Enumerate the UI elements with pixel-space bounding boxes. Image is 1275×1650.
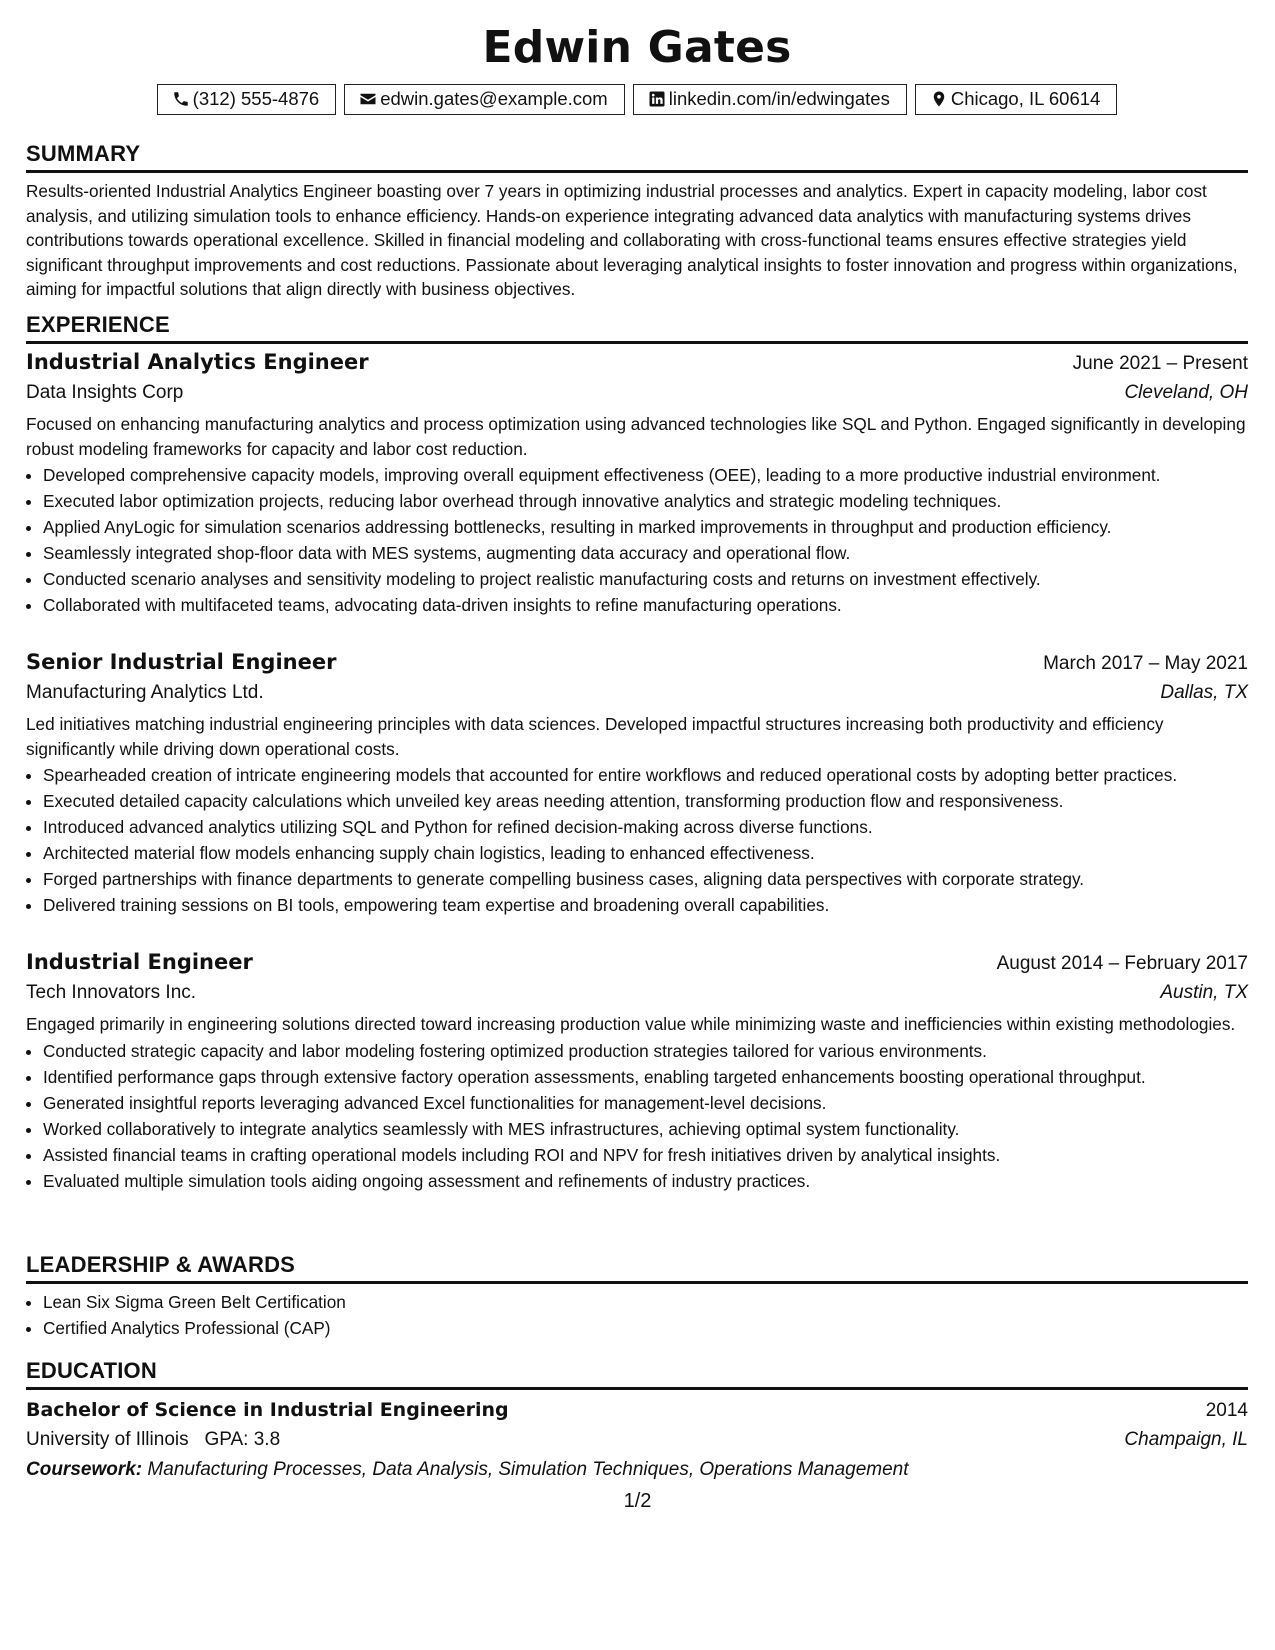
job-entry xyxy=(26,948,1248,1195)
contact-bar xyxy=(26,84,1248,115)
list-item: • Executed labor optimization projects, reducing labor overhead through innovative analytics and strategic modeling techniques. xyxy=(43,489,1248,513)
list-item: • Delivered training sessions on BI tools, empowering team expertise and broadening overall capabilities. xyxy=(43,893,1248,917)
job-location: Dallas, TX xyxy=(1160,682,1248,703)
job-bullets xyxy=(26,463,1248,617)
linkedin-icon xyxy=(648,90,666,108)
job-company: Manufacturing Analytics Ltd. xyxy=(26,682,264,703)
degree-title: Bachelor of Science in Industrial Engineering xyxy=(26,1399,509,1421)
contact-location-text: Chicago, IL 60614 xyxy=(950,88,1101,109)
job-bullets xyxy=(26,1039,1248,1193)
list-item: • Forged partnerships with finance departments to generate compelling business cases, aligning data perspectives with corporate strategy. xyxy=(43,867,1248,891)
graduation-year: 2014 xyxy=(1205,1400,1248,1421)
summary-section xyxy=(26,140,1248,302)
list-item: • Generated insightful reports leveraging advanced Excel functionalities for management-level decisions. xyxy=(43,1091,1248,1115)
section-title-experience: EXPERIENCE xyxy=(26,311,1248,344)
list-item: • Identified performance gaps through extensive factory operation assessments, enabling targeted enhancements boosting operational throughput. xyxy=(43,1065,1248,1089)
job-dates: June 2021 – Present xyxy=(1072,353,1248,374)
job-entry xyxy=(26,348,1248,619)
phone-icon xyxy=(172,90,190,108)
job-dates: August 2014 – February 2017 xyxy=(996,953,1248,974)
summary-text: Results-oriented Industrial Analytics Engineer boasting over 7 years in optimizing industrial processes and analytics. Expert in capacity modeling, labor cost analysis, and utilizing simulation tools to enhance efficiency. Hands-on experience integrating advanced data analytics with manufacturing systems drives contributions towards operational excellence. Skilled in financial modeling and collaborating with cross-functional teams ensures effective strategies yield significant throughput improvements and cost reductions. Passionate about leveraging analytical insights to foster innovation and progress within organizations, aiming for impactful solutions that align directly with business objectives. xyxy=(26,181,1238,299)
list-item: • Seamlessly integrated shop-floor data with MES systems, augmenting data accuracy and operational flow. xyxy=(43,541,1248,565)
section-title-education: EDUCATION xyxy=(26,1357,1248,1390)
list-item: • Conducted strategic capacity and labor modeling fostering optimized production strategies tailored for various environments. xyxy=(43,1039,1248,1063)
contact-email[interactable] xyxy=(344,84,625,115)
list-item: • Conducted scenario analyses and sensitivity modeling to project realistic manufacturing costs and returns on investment effectively. xyxy=(43,567,1248,591)
job-description: Engaged primarily in engineering solutions directed toward increasing production value while minimizing waste and inefficiencies within existing methodologies. xyxy=(26,1014,1236,1034)
list-item: • Certified Analytics Professional (CAP) xyxy=(43,1316,1248,1340)
map-marker-icon xyxy=(930,90,948,108)
list-item: • Lean Six Sigma Green Belt Certification xyxy=(43,1290,1248,1314)
job-entry xyxy=(26,648,1248,919)
gpa: GPA: 3.8 xyxy=(204,1429,281,1450)
job-title: Industrial Analytics Engineer xyxy=(26,350,369,374)
list-item: • Executed detailed capacity calculations which unveiled key areas needing attention, transforming production flow and responsiveness. xyxy=(43,789,1248,813)
list-item: • Assisted financial teams in crafting operational models including ROI and NPV for fresh initiatives driven by analytical insights. xyxy=(43,1143,1248,1167)
section-title-summary: SUMMARY xyxy=(26,140,1248,173)
list-item: • Introduced advanced analytics utilizing SQL and Python for refined decision-making across diverse functions. xyxy=(43,815,1248,839)
contact-phone[interactable] xyxy=(157,84,337,115)
contact-email-text: edwin.gates@example.com xyxy=(380,88,608,109)
job-description: Focused on enhancing manufacturing analytics and process optimization using advanced technologies like SQL and Python. Engaged significantly in developing robust modeling frameworks for capacity and labor cost reduction. xyxy=(26,414,1246,459)
experience-section xyxy=(26,311,1248,350)
page-number: 1/2 xyxy=(623,1490,652,1512)
list-item: • Worked collaboratively to integrate analytics seamlessly with MES infrastructures, achieving optimal system functionality. xyxy=(43,1117,1248,1141)
coursework xyxy=(26,1455,1248,1485)
envelope-icon xyxy=(359,90,377,108)
job-bullets xyxy=(26,763,1248,917)
school-name: University of Illinois xyxy=(26,1429,189,1450)
list-item: • Developed comprehensive capacity models, improving overall equipment effectiveness (OEE), leading to a more productive industrial environment. xyxy=(43,463,1248,487)
job-description: Led initiatives matching industrial engineering principles with data sciences. Developed impactful structures increasing both productivity and efficiency significantly while driving down operational costs. xyxy=(26,714,1164,759)
job-location: Cleveland, OH xyxy=(1124,382,1248,403)
job-location: Austin, TX xyxy=(1160,982,1248,1003)
candidate-name: Edwin Gates xyxy=(482,22,792,73)
job-title: Senior Industrial Engineer xyxy=(26,650,337,674)
job-title: Industrial Engineer xyxy=(26,950,253,974)
contact-location xyxy=(915,84,1117,115)
list-item: • Evaluated multiple simulation tools aiding ongoing assessment and refinements of industry practices. xyxy=(43,1169,1248,1193)
awards-section xyxy=(26,1251,1248,1342)
coursework-list: Manufacturing Processes, Data Analysis, Simulation Techniques, Operations Management xyxy=(147,1459,909,1480)
contact-phone-text: (312) 555-4876 xyxy=(192,88,320,109)
job-company: Data Insights Corp xyxy=(26,382,184,403)
awards-list xyxy=(26,1290,1248,1340)
school-location: Champaign, IL xyxy=(1124,1429,1248,1450)
contact-linkedin[interactable] xyxy=(633,84,907,115)
contact-linkedin-text: linkedin.com/in/edwingates xyxy=(668,88,890,109)
education-section xyxy=(26,1357,1248,1485)
list-item: • Spearheaded creation of intricate engineering models that accounted for entire workflows and reduced operational costs by adopting better practices. xyxy=(43,763,1248,787)
job-company: Tech Innovators Inc. xyxy=(26,982,197,1003)
job-dates: March 2017 – May 2021 xyxy=(1043,653,1248,674)
section-title-awards: LEADERSHIP & AWARDS xyxy=(26,1251,1248,1284)
list-item: • Collaborated with multifaceted teams, advocating data-driven insights to refine manufacturing operations. xyxy=(43,593,1248,617)
coursework-label: Coursework: xyxy=(26,1459,143,1480)
list-item: • Architected material flow models enhancing supply chain logistics, leading to enhanced effectiveness. xyxy=(43,841,1248,865)
resume-page xyxy=(26,0,1248,1480)
list-item: • Applied AnyLogic for simulation scenarios addressing bottlenecks, resulting in marked improvements in throughput and production efficiency. xyxy=(43,515,1248,539)
